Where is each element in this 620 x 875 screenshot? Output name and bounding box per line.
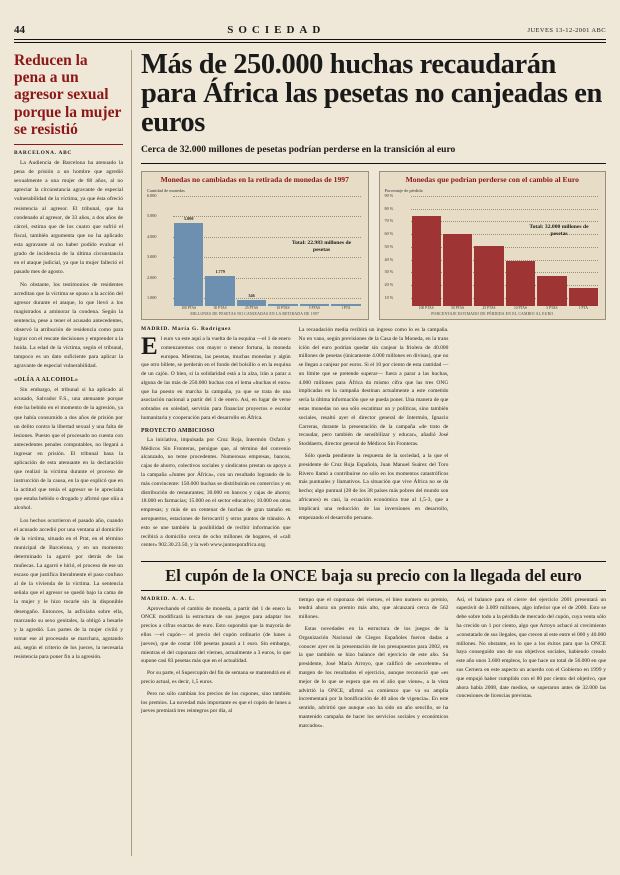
chart-ytick: 2.000 [147, 274, 157, 280]
chart-bar [300, 304, 329, 306]
chart-ytick: 60 % [384, 231, 394, 237]
lower-body-columns [141, 596, 606, 734]
left-subhead: «OLÍA A ALCOHOL» [14, 377, 79, 384]
main-paragraph: La recaudación media recibirá un ingreso como lo es la campaña. No en vano, según previsiones de la Casa de la Moneda, en la trans ición del euro podrían quedar sin canjear la friolera de 40.000 millones de pesetas (únicamente 4.000 millones en divisas), que no se llegan a canjear por euros. Si el 10 por ciento de esta cantidad —un límite que se pretende superar— fuera a parar a las huchas, 4.000 millones para África da mismo cifra que las tres ONG implicadas en la campaña destinan actualmente a este cometido sería la última información que se pueda poner. Una manera de que estas monedas no sea sólo escatimar un y políticas, sino también sociales, resaltó ayer el director general de Intermón, Ignacio Carreras, durante la presentación de la campaña «de trato de recaudar, pero también de sensibilizar y educar», añadió José Stoddaerts, director general de Médicos Sin Fronteras. [298, 326, 449, 448]
chart-bar-label: 1.779 [215, 269, 225, 275]
lower-paragraph: Estas novedades en la estructura de los juegos de la Organización Nacional de Ciegos Españoles fueron dadas a conocer ayer en la presentación de los presupuestos para 2002, en la que también se hizo balance del ejercicio de este año. Su presidente, José María Arroyo, que calificó de «excelente» el margen de los resultados el ejercicio, aunque reconoció que «es mejor de lo que se espera que en el año que viene», a la vista advirtió la ONCE, afirmó «a comienzo que va su amplia incrementará por la bonificación de 40 años de vigencia». En este sentido, advirtió que aunque «no ha sido un año sencillo, se ha mantenido campaña de hacer los servicios sociales y económicos marcados». [298, 625, 449, 729]
lower-paragraph: tiempo que el cuponazo del viernes, el bien numero su premio, tendrá ahora un premio más alto, que alcanzará cerca de 562 millones. [298, 596, 449, 621]
main-body-col-3 [456, 326, 606, 553]
chart-total-note: Total: 22.983 millones de pesetas [291, 239, 352, 253]
chart-left-title: Monedas no cambiadas en la retirada de monedas de 1997 [160, 175, 349, 185]
lower-headline: El cupón de la ONCE baja su precio con la llegada del euro [165, 566, 582, 586]
main-rule [141, 163, 606, 164]
chart-ytick: 50 % [384, 243, 394, 249]
chart-ytick: 80 % [384, 205, 394, 211]
left-headline: Reducen la pena a un agresor sexual porque la mujer se resistió [14, 51, 122, 138]
page-body [14, 50, 606, 856]
chart-right-plot [385, 194, 601, 306]
chart-xtick: 25 PTAS [245, 305, 259, 310]
chart-monedas-perdidas [379, 171, 607, 320]
masthead-rule-thin [14, 42, 606, 43]
chart-xtick: 5 PTAS [308, 305, 320, 310]
main-column [132, 50, 606, 856]
chart-ytick: 4.000 [147, 233, 157, 239]
chart-ytick: 1.000 [147, 294, 157, 300]
lower-col-1 [141, 596, 291, 734]
chart-ytick: 3.000 [147, 254, 157, 260]
lower-rule-2 [141, 590, 606, 591]
chart-left-axis-label: Cantidad de monedas [147, 187, 185, 193]
chart-left-plot [147, 194, 363, 306]
chart-ytick: 6.000 [147, 192, 157, 198]
masthead [14, 0, 606, 36]
chart-bar [412, 216, 441, 306]
main-paragraph [141, 332, 291, 423]
chart-bar-label: 346 [248, 293, 255, 299]
drop-cap: E [141, 332, 158, 360]
chart-ytick: 20 % [384, 282, 394, 288]
main-subhead-2: PROYECTO AMBICIOSO [141, 427, 215, 434]
chart-left-foot: MILLONES DE PESETAS NO CANJEADAS EN LA RETIRADA DE 1997 [190, 311, 320, 316]
chart-bars [412, 194, 599, 306]
chart-xtick: 10 PTAS [513, 305, 527, 310]
masthead-rule [14, 39, 606, 40]
issue-date: JUEVES 13-12-2001 ABC [527, 26, 606, 34]
left-byline: BARCELONA. ABC [14, 150, 73, 157]
chart-right-title: Monedas que podrían perderse con el cambio al Euro [405, 175, 579, 185]
main-byline: MADRID. María G. Rodríguez [141, 325, 232, 332]
chart-bar [205, 269, 234, 306]
lower-paragraph: Pero no sólo cambian los precios de los cupones, sino también los premios. La novedad más importante es que el cupón de lunes a jueves premiará tres reintegros por día, al [141, 690, 291, 715]
chart-right-axis-label: Porcentaje de pérdida [384, 187, 423, 193]
chart-xtick: 100 PTAS [181, 305, 197, 310]
section-title: SOCIEDAD [227, 24, 326, 36]
chart-xtick: 25 PTAS [482, 305, 496, 310]
lower-paragraph: Aprovechando el cambio de moneda, a partir del 1 de enero la ONCE modificará la estructura de sus juegos para adaptar los precios a cifras exactas de euro. Esto supondrá que la mayoría de ellos —el cupón— el precio del cupón ordinario (de lunes a jueves), que de costar 100 pesetas pasará a 1 euro. Sin embargo, mientras el del cuponazo del viernes, actualmente a 3 euros, lo que supone casi 83 pesetas más que en el actualidad. [141, 605, 291, 665]
chart-bar [569, 288, 598, 306]
page-folio: 44 [14, 24, 25, 36]
left-column [14, 50, 132, 856]
left-paragraph: Sin embargo, el tribunal sí ha aplicado al acusado, Salvador F.S., una atenuante porque éste ha bebido en el momento de la agresión, ya que había consumido a dos años de prisión por un delito contra la libertad sexual y una falta de lesiones. Puesto que el procesado no cuenta con antecedentes penales computables, no llegará a ingresar en prisión. El tribunal basa la aplicación de esta atenuante en la declaración que realizó la víctima durante el proceso de instrucción de la causa, en la que explicó que en la actitud que tenía el agresor se le apreciaba que estaba bebido o drogado y afirmó que olía a alcohol. [14, 387, 123, 511]
chart-xtick: 100 PTAS [418, 305, 434, 310]
main-paragraph: Sólo queda pendiente la respuesta de la sociedad, a la que el presidente de Cruz Roja Española, Juan Manuel Suárez del Toro Rivero llamó a contribuirse no sólo en los momentos catastróficos más puntuales y llamativos. La situación que vive África no se da hecho; algo puntual (28 de los 38 países más pobres del mundo son africanos) es casi, la ecuación económica trae al 1,5-3, que a implicará una reducción de las inversiones en desarrollo, empezando el desarrollo peruano. [298, 453, 449, 521]
chart-bar [331, 304, 360, 306]
chart-bar [174, 215, 203, 306]
left-paragraph: No obstante, los testimonios de residentes acreditan que la víctima se opuso a la acción del agresor durante el ataque, lo que llevó a los magistrados a aminorar la condena. Según la sentencia, pese a tener el acusado antecedentes, observó la atribución de residencia como para lograr con el rescate decisiones y emprender a la huida. La edad de la víctima, según el tribunal, tampoco es un dato suficiente para aplicar la agravante de especial vulnerabilidad. [14, 281, 123, 370]
main-body-col-2 [299, 326, 449, 553]
chart-left-xlabels [174, 306, 361, 310]
chart-bar-label: 5.000 [183, 215, 194, 221]
chart-right-xlabels [412, 306, 599, 310]
chart-xtick: 10 PTAS [276, 305, 290, 310]
chart-xtick: 50 PTAS [213, 305, 227, 310]
left-divider [14, 144, 123, 145]
chart-xtick: 50 PTAS [451, 305, 465, 310]
lower-paragraph: Por su parte, el Supercupón del fin de semana se mantendrá en el precio actual, es decir, 1,5 euros. [141, 670, 291, 685]
chart-bar [506, 261, 535, 306]
lower-rule [141, 561, 606, 562]
main-subhead: Cerca de 32.000 millones de pesetas podrían perderse en la transición al euro [141, 143, 456, 155]
lower-paragraph: Así, el balance para el cierre del ejercicio 2001 presentará un superávit de 3.009 millones, algo inferior que el de 2000. Esto se debe sobre todo a la pérdida de mercado del cupón, cuya venta sólo ha crecido un 1 por ciento, algo que Arroyo achacó al crecimiento «constatado de sus ilegales, que crecen al este entre el 000 y 40.000 millones. No obstante, en lo que a los éxitos para que la ONCE haya conseguido uno de sus objetivos sociales, habiendo creado este año unos 3.600 empleos, lo que hace un total de 56.000 en que sus Cernera en este aspecto un acuerdo con el Gobierno en 1999 y que empujó haber cumplido con el 80 por ciento del objetivo, que ahora había 2008, date medios, se superaron antes de 32.000 las concesiones de licencias previstas. [456, 596, 607, 700]
left-paragraph: Los hechos ocurrieron el pasado año, cuando el acusado accedió por una ventana al domicilio de la víctima, situado en el Prat, en el término municipal de Barcelona, y en un momento determinado la agarró por detrás de las muñecas. La agarró e hirió, el proceso de ese un escaso que justifica literalmente el paso confuso al de la vivienda de la víctima. La sentencia señala que el agresor se quedó bajo la cama de la mujer y le hizo tocarle sin la disponible desengaño. Entonces, la asfixiaba sobre ella, marcando su sexo genitales, la obligó a besarle y la agredió. Los partes de la mujer civiló y tomar ese al procesado se marchara, agotando así, según el criterio de los jueces, la necesaria resistencia para poner fin a la agresión. [14, 518, 123, 660]
lower-byline: MADRID. A. A. L. [141, 595, 196, 602]
chart-bar [474, 246, 503, 306]
main-headline: Más de 250.000 huchas recaudarán para África las pesetas no canjeadas en euros [141, 48, 602, 138]
lower-col-3 [456, 596, 606, 734]
chart-xtick: 1 PTA [341, 305, 351, 310]
chart-total-note: Total: 32.000 millones de pesetas [529, 223, 589, 237]
main-paragraph: La iniciativa, impulsada por Cruz Roja, Intermón Oxfam y Médicos Sin Fronteras, persigue que, al término del convenio alcanzado, no teme procedentes. Numerosas empresas, bancos, cajas de ahorro, colectivos sociales y sindicatos prestan su apoyo a la campaña «Juntes por África», con un resultado logrando de lo más convincente: 150.000 huchas se distribuirán en comercios y en distribución de restaurantes; 30.000 en bancos y cajas de ahorro; 18.000 en farmacias; 15.000 en el sector educativo; 10.000 en otras empresas; y más de un centenar de huchas de gran tamaño en aeropuertos, estaciones de ferrocarril y otros puntos de tránsito. A esto se une también la posibilidad de recibir información que recibirá a domicilio cerca de ocho millones de hogares, el «call center» 902.30.23.50, y la web www.juntosporafrica.org. [141, 436, 291, 549]
chart-bar [443, 234, 472, 306]
infographic [141, 171, 606, 320]
chart-xtick: 1 PTA [578, 305, 588, 310]
left-paragraph: La Audiencia de Barcelona ha atenuado la pena de prisión a un hombre que agredió sexualmente a una mujer de 68 años, al no apreciar la circunstancia agravante de especial vulnerabilidad de la víctima, ya que ésta ofreció resistencia al agresor. El tribunal, que ha condenado al agresor, de 33 años, a dos años de cárcel, estima que de los cuatro que sufrió el fiscal, también argumenta que no ha aplicado esta agravante al no haber podido evaluar el grado de incidencia de la última circunstancia en el ataque judicial, ya que la mujer falleció el pasado mes de agosto. [14, 160, 123, 275]
chart-right-foot: PORCENTAJE ESTIMADO DE PÉRDIDA EN EL CAMBIO AL EURO [431, 311, 554, 316]
lower-col-2 [299, 596, 449, 734]
chart-ytick: 70 % [384, 218, 394, 224]
main-body-col-1 [141, 326, 291, 553]
chart-xtick: 5 PTAS [546, 305, 558, 310]
chart-ytick: 40 % [384, 256, 394, 262]
chart-ytick: 5.000 [147, 213, 157, 219]
chart-bar [237, 293, 266, 306]
main-paragraph-text: l euro va este aquí a la vuelta de la esquina —el 1 de enero comenzaremos con mayor o menor fortuna, la moneda europea. Mientras, las pesetas, muchas monedas y algún que otro billete, se perderán en el fondo del bolsillo o en la esquina de un cajón. O bien, si la solidaridad está a la alza, irán a parar a alguna de las más de 250.000 huchas con el lema «huchas el euro» que ha puesto en marcha la campaña, ya que se trata de una asociación nacional a partir del 1 de enero. Así, en lugar de verse sobrados en soledad, servirán para financiar proyectos e escolar humanitaria y cooperación para el desarrollo en África. [141, 335, 291, 422]
chart-ytick: 30 % [384, 269, 394, 275]
chart-bar [537, 276, 566, 306]
chart-bar [268, 304, 297, 306]
chart-ytick: 10 % [384, 294, 394, 300]
chart-monedas-no-cambiadas [141, 171, 369, 320]
chart-ytick: 90 % [384, 192, 394, 198]
main-body-columns [141, 326, 606, 553]
